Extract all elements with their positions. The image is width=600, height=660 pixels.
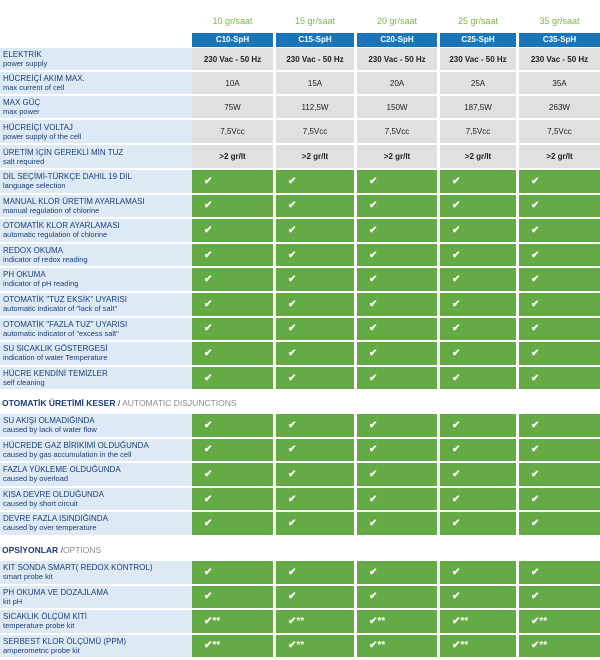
section-separator: / [58,545,63,555]
check-mark: ✔ [519,488,600,513]
capacity-label: 20 gr/saat [376,16,418,26]
row-subtitle: amperometric probe kit [3,645,80,655]
check-mark: ✔ [357,244,437,269]
spec-value: >2 gr/lt [519,145,600,170]
check-mark: ✔ [519,293,600,318]
check-mark: ✔ [440,195,516,220]
check-mark: ✔ [519,195,600,220]
check-mark: ✔ [192,219,273,244]
row-label [0,293,192,318]
spec-value: 7,5Vcc [192,120,273,145]
check-mark: ✔ [357,318,437,343]
row-title: DİL SEÇİMİ-TÜRKÇE DAHIL 19 DIL [3,172,132,181]
row-title: KISA DEVRE OLDUĞUNDA [3,489,104,499]
check-mark: ✔ [276,414,354,439]
section-subtitle: OPTIONS [62,545,102,555]
row-label [0,561,192,586]
spec-value: 10A [192,72,273,96]
check-mark: ✔** [192,635,273,660]
check-mark: ✔ [440,561,516,586]
row-label [0,367,192,392]
check-mark: ✔ [192,170,273,195]
check-mark: ✔ [357,561,437,586]
spec-value: 15A [276,72,354,96]
row-subtitle: temperature probe kit [3,621,75,630]
row-label [0,439,192,464]
row-label [0,342,192,367]
check-mark: ✔ [440,414,516,439]
row-label [0,145,192,170]
spec-value: 7,5Vcc [440,120,516,145]
check-mark: ✔ [357,414,437,439]
check-mark: ✔ [357,512,437,537]
spec-value: 20A [357,72,437,96]
check-mark: ✔ [440,586,516,611]
row-subtitle: indicator of pH reading [3,279,79,289]
row-subtitle: power supply [3,59,48,68]
row-label [0,195,192,220]
check-mark: ✔ [192,561,273,586]
capacity-label: 25 gr/saat [457,16,499,26]
row-title: HÜCRE KENDİNİ TEMİZLER [3,368,108,378]
row-subtitle: language selection [3,181,66,190]
spec-value: >2 gr/lt [276,145,354,170]
row-label [0,120,192,145]
check-mark: ✔ [357,342,437,367]
check-mark: ✔ [276,439,354,464]
row-title: OTOMATİK "TUZ EKSİK" UYARISI [3,295,127,304]
check-mark: ✔** [519,610,600,635]
row-title: OTOMATİK "FAZLA TUZ" UYARISI [3,319,128,329]
row-subtitle: caused by gas accumulation in the cell [3,449,132,459]
row-title: HÜCREİÇİ VOLTAJ [3,123,73,132]
check-mark: ✔** [519,635,600,660]
check-mark: ✔ [192,439,273,464]
spec-value: 7,5Vcc [357,120,437,145]
section-title: OPSİYONLAR [2,545,59,555]
row-label [0,318,192,343]
row-title: SICAKLIK ÖLÇÜM KİTİ [3,612,88,621]
section-title-disjunctions [2,396,402,410]
spec-value: 187,5W [440,96,516,120]
row-subtitle: automatic indicator of "lack of salt" [3,304,118,313]
row-label [0,268,192,293]
row-title: PH OKUMA VE DOZAJLAMA [3,587,109,597]
check-mark: ✔** [357,635,437,660]
check-mark: ✔** [440,610,516,635]
spec-value: 230 Vac - 50 Hz [519,48,600,72]
check-mark: ✔ [440,318,516,343]
check-mark: ✔ [519,561,600,586]
check-mark: ✔ [192,318,273,343]
row-title: ELEKTRİK [3,50,42,59]
row-title: HÜCREİÇİ AKIM MAX. [3,74,85,83]
check-mark: ✔ [519,463,600,488]
check-mark: ✔ [357,293,437,318]
row-label [0,488,192,513]
check-mark: ✔ [192,268,273,293]
check-mark: ✔** [276,635,354,660]
model-header: C35-SpH [519,33,600,47]
check-mark: ✔ [357,195,437,220]
check-mark: ✔ [519,219,600,244]
check-mark: ✔ [276,268,354,293]
row-subtitle: caused by short circuit [3,498,78,508]
spec-value: 230 Vac - 50 Hz [276,48,354,72]
row-title: REDOX OKUMA [3,245,64,255]
check-mark: ✔ [519,342,600,367]
check-mark: ✔ [440,244,516,269]
row-label [0,244,192,269]
row-title: SU SICAKLIK GÖSTERGESİ [3,344,108,354]
check-mark: ✔ [276,318,354,343]
check-mark: ✔** [192,610,273,635]
check-mark: ✔** [276,610,354,635]
row-subtitle: indication of water Temperature [3,353,108,363]
row-subtitle: max power [3,107,40,116]
check-mark: ✔ [357,268,437,293]
row-title: DEVRE FAZLA ISINDIĞINDA [3,514,108,524]
row-label [0,586,192,611]
check-mark: ✔ [192,586,273,611]
check-mark: ✔ [440,488,516,513]
check-mark: ✔ [357,586,437,611]
check-mark: ✔ [192,244,273,269]
row-title: ÜRETİM İÇİN GEREKLİ MİN TUZ [3,148,124,157]
spec-value: 230 Vac - 50 Hz [192,48,273,72]
check-mark: ✔ [440,170,516,195]
row-subtitle: max current of cell [3,83,65,92]
check-mark: ✔** [440,635,516,660]
model-header: C20-SpH [357,33,437,47]
check-mark: ✔ [440,342,516,367]
check-mark: ✔ [440,512,516,537]
row-subtitle: caused by overload [3,474,69,484]
check-mark: ✔ [276,170,354,195]
row-title: OTOMATİK KLOR AYARLAMASI [3,221,120,231]
row-label [0,463,192,488]
row-subtitle: caused by over temperature [3,523,97,533]
row-label [0,610,192,635]
check-mark: ✔ [192,463,273,488]
check-mark: ✔ [440,367,516,392]
check-mark: ✔ [192,195,273,220]
section-title: OTOMATİK ÜRETİMİ KESER [2,398,116,408]
section-title-options [2,543,302,557]
check-mark: ✔ [519,268,600,293]
row-label [0,219,192,244]
model-header: C25-SpH [440,33,516,47]
check-mark: ✔ [192,488,273,513]
check-mark: ✔** [357,610,437,635]
capacity-label: 10 gr/saat [212,16,253,26]
spec-value: 150W [357,96,437,120]
row-title: PH OKUMA [3,270,46,280]
check-mark: ✔ [357,439,437,464]
check-mark: ✔ [276,342,354,367]
row-label [0,72,192,96]
row-subtitle: automatic indicator of "excess salt" [3,328,119,338]
spec-value: 230 Vac - 50 Hz [440,48,516,72]
check-mark: ✔ [192,512,273,537]
section-separator: / [115,398,123,408]
spec-value: 75W [192,96,273,120]
row-title: MANUAL KLOR ÜRETİM AYARLAMASI [3,196,145,206]
check-mark: ✔ [276,488,354,513]
check-mark: ✔ [192,414,273,439]
check-mark: ✔ [519,318,600,343]
row-label [0,635,192,660]
check-mark: ✔ [357,219,437,244]
check-mark: ✔ [192,293,273,318]
check-mark: ✔ [519,586,600,611]
spec-value: 263W [519,96,600,120]
check-mark: ✔ [276,367,354,392]
row-title: SU AKIŞI OLMADIĞINDA [3,416,95,425]
row-label [0,512,192,537]
capacity-label: 15 gr/saat [294,16,336,26]
row-title: MAX GÜÇ [3,98,41,107]
check-mark: ✔ [192,342,273,367]
check-mark: ✔ [519,367,600,392]
check-mark: ✔ [519,170,600,195]
row-subtitle: salt required [3,157,45,166]
capacity-label: 35 gr/saat [539,16,580,26]
check-mark: ✔ [276,293,354,318]
row-title: FAZLA YÜKLEME OLDUĞUNDA [3,465,121,475]
check-mark: ✔ [276,561,354,586]
check-mark: ✔ [276,463,354,488]
row-subtitle: smart probe kit [3,572,53,581]
row-label [0,48,192,72]
check-mark: ✔ [357,170,437,195]
check-mark: ✔ [440,439,516,464]
row-label [0,170,192,195]
check-mark: ✔ [519,512,600,537]
spec-value: 7,5Vcc [519,120,600,145]
model-header: C10-SpH [192,33,273,47]
check-mark: ✔ [276,195,354,220]
row-subtitle: kit pH [3,596,23,606]
check-mark: ✔ [519,244,600,269]
model-header: C15-SpH [276,33,354,47]
spec-value: 230 Vac - 50 Hz [357,48,437,72]
row-title: HÜCREDE GAZ BİRİKİMİ OLDUĞUNDA [3,440,149,450]
check-mark: ✔ [357,488,437,513]
check-mark: ✔ [276,512,354,537]
row-subtitle: power supply of the cell [3,132,82,141]
row-title: KIT SONDA SMART( REDOX KONTROL) [3,563,153,572]
row-subtitle: automatic regulation of chlorine [3,230,108,240]
check-mark: ✔ [440,463,516,488]
spec-value: >2 gr/lt [357,145,437,170]
spec-value: 7,5Vcc [276,120,354,145]
check-mark: ✔ [357,367,437,392]
spec-value: >2 gr/lt [440,145,516,170]
check-mark: ✔ [519,439,600,464]
row-title: SERBEST KLOR ÖLÇÜMÜ (PPM) [3,636,126,646]
row-label [0,96,192,120]
row-subtitle: indicator of redox reading [3,254,88,264]
section-subtitle: AUTOMATIC DISJUNCTIONS [122,398,237,408]
spec-value: >2 gr/lt [192,145,273,170]
row-subtitle: manual regulation of chlorine [3,205,100,215]
check-mark: ✔ [276,244,354,269]
check-mark: ✔ [276,219,354,244]
spec-value: 112,5W [276,96,354,120]
spec-value: 35A [519,72,600,96]
check-mark: ✔ [357,463,437,488]
row-subtitle: self cleaning [3,377,45,387]
check-mark: ✔ [440,219,516,244]
check-mark: ✔ [440,293,516,318]
row-subtitle: caused by lack of water flow [3,425,97,434]
check-mark: ✔ [276,586,354,611]
row-label [0,414,192,439]
check-mark: ✔ [192,367,273,392]
spec-value: 25A [440,72,516,96]
check-mark: ✔ [440,268,516,293]
check-mark: ✔ [519,414,600,439]
